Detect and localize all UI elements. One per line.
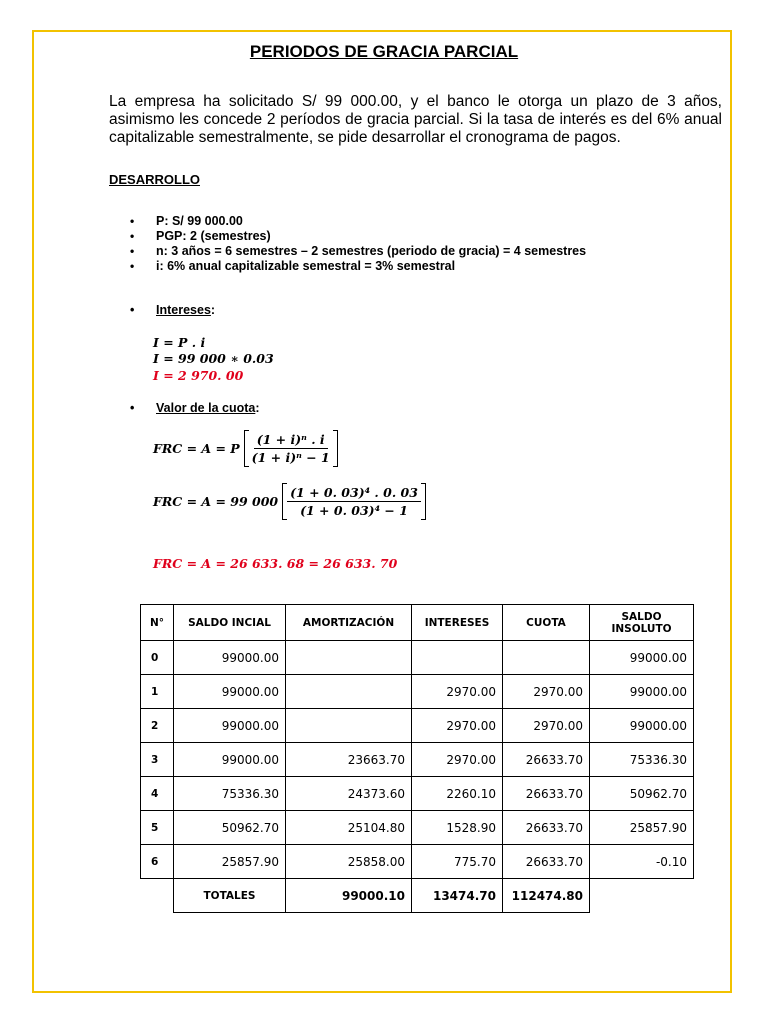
frc-result: FRC = A = 26 633. 68 = 26 633. 70: [153, 556, 398, 571]
frc-general-numerator: (1 + i)ⁿ . i: [254, 432, 328, 449]
cell-intereses: 2970.00: [412, 743, 503, 777]
cell-cuota: 2970.00: [503, 675, 590, 709]
cell-saldo-inicial: 25857.90: [174, 845, 286, 879]
bullet-rate: • i: 6% anual capitalizable semestral = 3% semestral: [130, 259, 586, 274]
total-amortizacion: 99000.10: [286, 879, 412, 913]
interest-result: I = 2 970. 00: [153, 368, 244, 383]
cell-amortizacion: 25858.00: [286, 845, 412, 879]
table-header-row: [141, 605, 694, 641]
cell-period: 3: [141, 743, 174, 777]
cuota-heading: • Valor de la cuota:: [130, 401, 260, 415]
frc-general-fraction: [249, 432, 333, 465]
cell-saldo-insoluto: 99000.00: [590, 709, 694, 743]
cell-cuota: 26633.70: [503, 743, 590, 777]
cell-saldo-insoluto: 75336.30: [590, 743, 694, 777]
interest-formula: I = P . i: [153, 335, 206, 350]
cell-period: 6: [141, 845, 174, 879]
table-row: [141, 811, 694, 845]
cell-period: 1: [141, 675, 174, 709]
frc-general-lhs: FRC = A = P: [153, 441, 240, 456]
cell-amortizacion: 24373.60: [286, 777, 412, 811]
cell-amortizacion: 23663.70: [286, 743, 412, 777]
frc-applied-bracket: [282, 483, 426, 520]
table-row: [141, 743, 694, 777]
total-intereses: 13474.70: [412, 879, 503, 913]
section-heading: DESARROLLO: [109, 172, 200, 187]
cell-cuota: 26633.70: [503, 777, 590, 811]
table-row: [141, 845, 694, 879]
cell-period: 0: [141, 641, 174, 675]
bullet-periods: • n: 3 años = 6 semestres – 2 semestres (periodo de gracia) = 4 semestres: [130, 244, 586, 259]
frc-applied-denominator: (1 + 0. 03)⁴ − 1: [300, 503, 408, 518]
intereses-heading: • Intereses:: [130, 303, 215, 317]
total-cuota: 112474.80: [503, 879, 590, 913]
totals-spacer: [141, 879, 174, 913]
cell-cuota: [503, 641, 590, 675]
cell-saldo-inicial: 99000.00: [174, 641, 286, 675]
page-title: PERIODOS DE GRACIA PARCIAL: [249, 42, 519, 61]
col-header-amortizacion: AMORTIZACIÓN: [286, 605, 412, 641]
cell-amortizacion: 25104.80: [286, 811, 412, 845]
frc-general-denominator: (1 + i)ⁿ − 1: [251, 450, 330, 465]
cell-period: 4: [141, 777, 174, 811]
cell-cuota: 26633.70: [503, 811, 590, 845]
cell-saldo-insoluto: 99000.00: [590, 675, 694, 709]
frc-general-bracket: [244, 430, 338, 467]
cell-period: 5: [141, 811, 174, 845]
bullet-principal: • P: S/ 99 000.00: [130, 214, 586, 229]
cell-amortizacion: [286, 709, 412, 743]
cell-cuota: 26633.70: [503, 845, 590, 879]
frc-applied-numerator: (1 + 0. 03)⁴ . 0. 03: [287, 485, 421, 502]
cell-amortizacion: [286, 641, 412, 675]
cell-saldo-inicial: 75336.30: [174, 777, 286, 811]
table-row: [141, 641, 694, 675]
frc-applied-formula: [153, 483, 426, 520]
col-header-n: N°: [141, 605, 174, 641]
col-header-saldo-inicial: SALDO INCIAL: [174, 605, 286, 641]
cell-intereses: 2970.00: [412, 675, 503, 709]
problem-statement: La empresa ha solicitado S/ 99 000.00, y el banco le otorga un plazo de 3 años, asimismo les concede 2 períodos de gracia parcial. Si la tasa de interés es del 6% anual capitalizable semestralmente, se pide desarrollar el cronograma de pagos.: [109, 93, 722, 146]
cell-saldo-insoluto: 99000.00: [590, 641, 694, 675]
cell-amortizacion: [286, 675, 412, 709]
col-header-cuota: CUOTA: [503, 605, 590, 641]
cell-saldo-inicial: 99000.00: [174, 675, 286, 709]
table-row: [141, 777, 694, 811]
cell-saldo-insoluto: -0.10: [590, 845, 694, 879]
col-header-saldo-insoluto: SALDO INSOLUTO: [590, 605, 694, 641]
cell-intereses: 2970.00: [412, 709, 503, 743]
bullet-grace-periods: • PGP: 2 (semestres): [130, 229, 586, 244]
cell-intereses: [412, 641, 503, 675]
table-row: [141, 675, 694, 709]
cell-saldo-insoluto: 25857.90: [590, 811, 694, 845]
cell-saldo-inicial: 99000.00: [174, 709, 286, 743]
totals-spacer: [590, 879, 694, 913]
table-row: [141, 709, 694, 743]
cell-saldo-inicial: 99000.00: [174, 743, 286, 777]
frc-general-formula: [153, 430, 338, 467]
frc-applied-fraction: [287, 485, 421, 518]
totals-label: TOTALES: [174, 879, 286, 913]
cell-intereses: 775.70: [412, 845, 503, 879]
frc-applied-lhs: FRC = A = 99 000: [153, 494, 279, 509]
cell-intereses: 2260.10: [412, 777, 503, 811]
data-bullet-list: [130, 214, 586, 274]
cell-cuota: 2970.00: [503, 709, 590, 743]
totals-row: [141, 879, 694, 913]
cell-saldo-inicial: 50962.70: [174, 811, 286, 845]
col-header-intereses: INTERESES: [412, 605, 503, 641]
amortization-table: [140, 604, 694, 913]
cell-intereses: 1528.90: [412, 811, 503, 845]
cell-period: 2: [141, 709, 174, 743]
cell-saldo-insoluto: 50962.70: [590, 777, 694, 811]
interest-substitution: I = 99 000 ∗ 0.03: [153, 351, 274, 366]
